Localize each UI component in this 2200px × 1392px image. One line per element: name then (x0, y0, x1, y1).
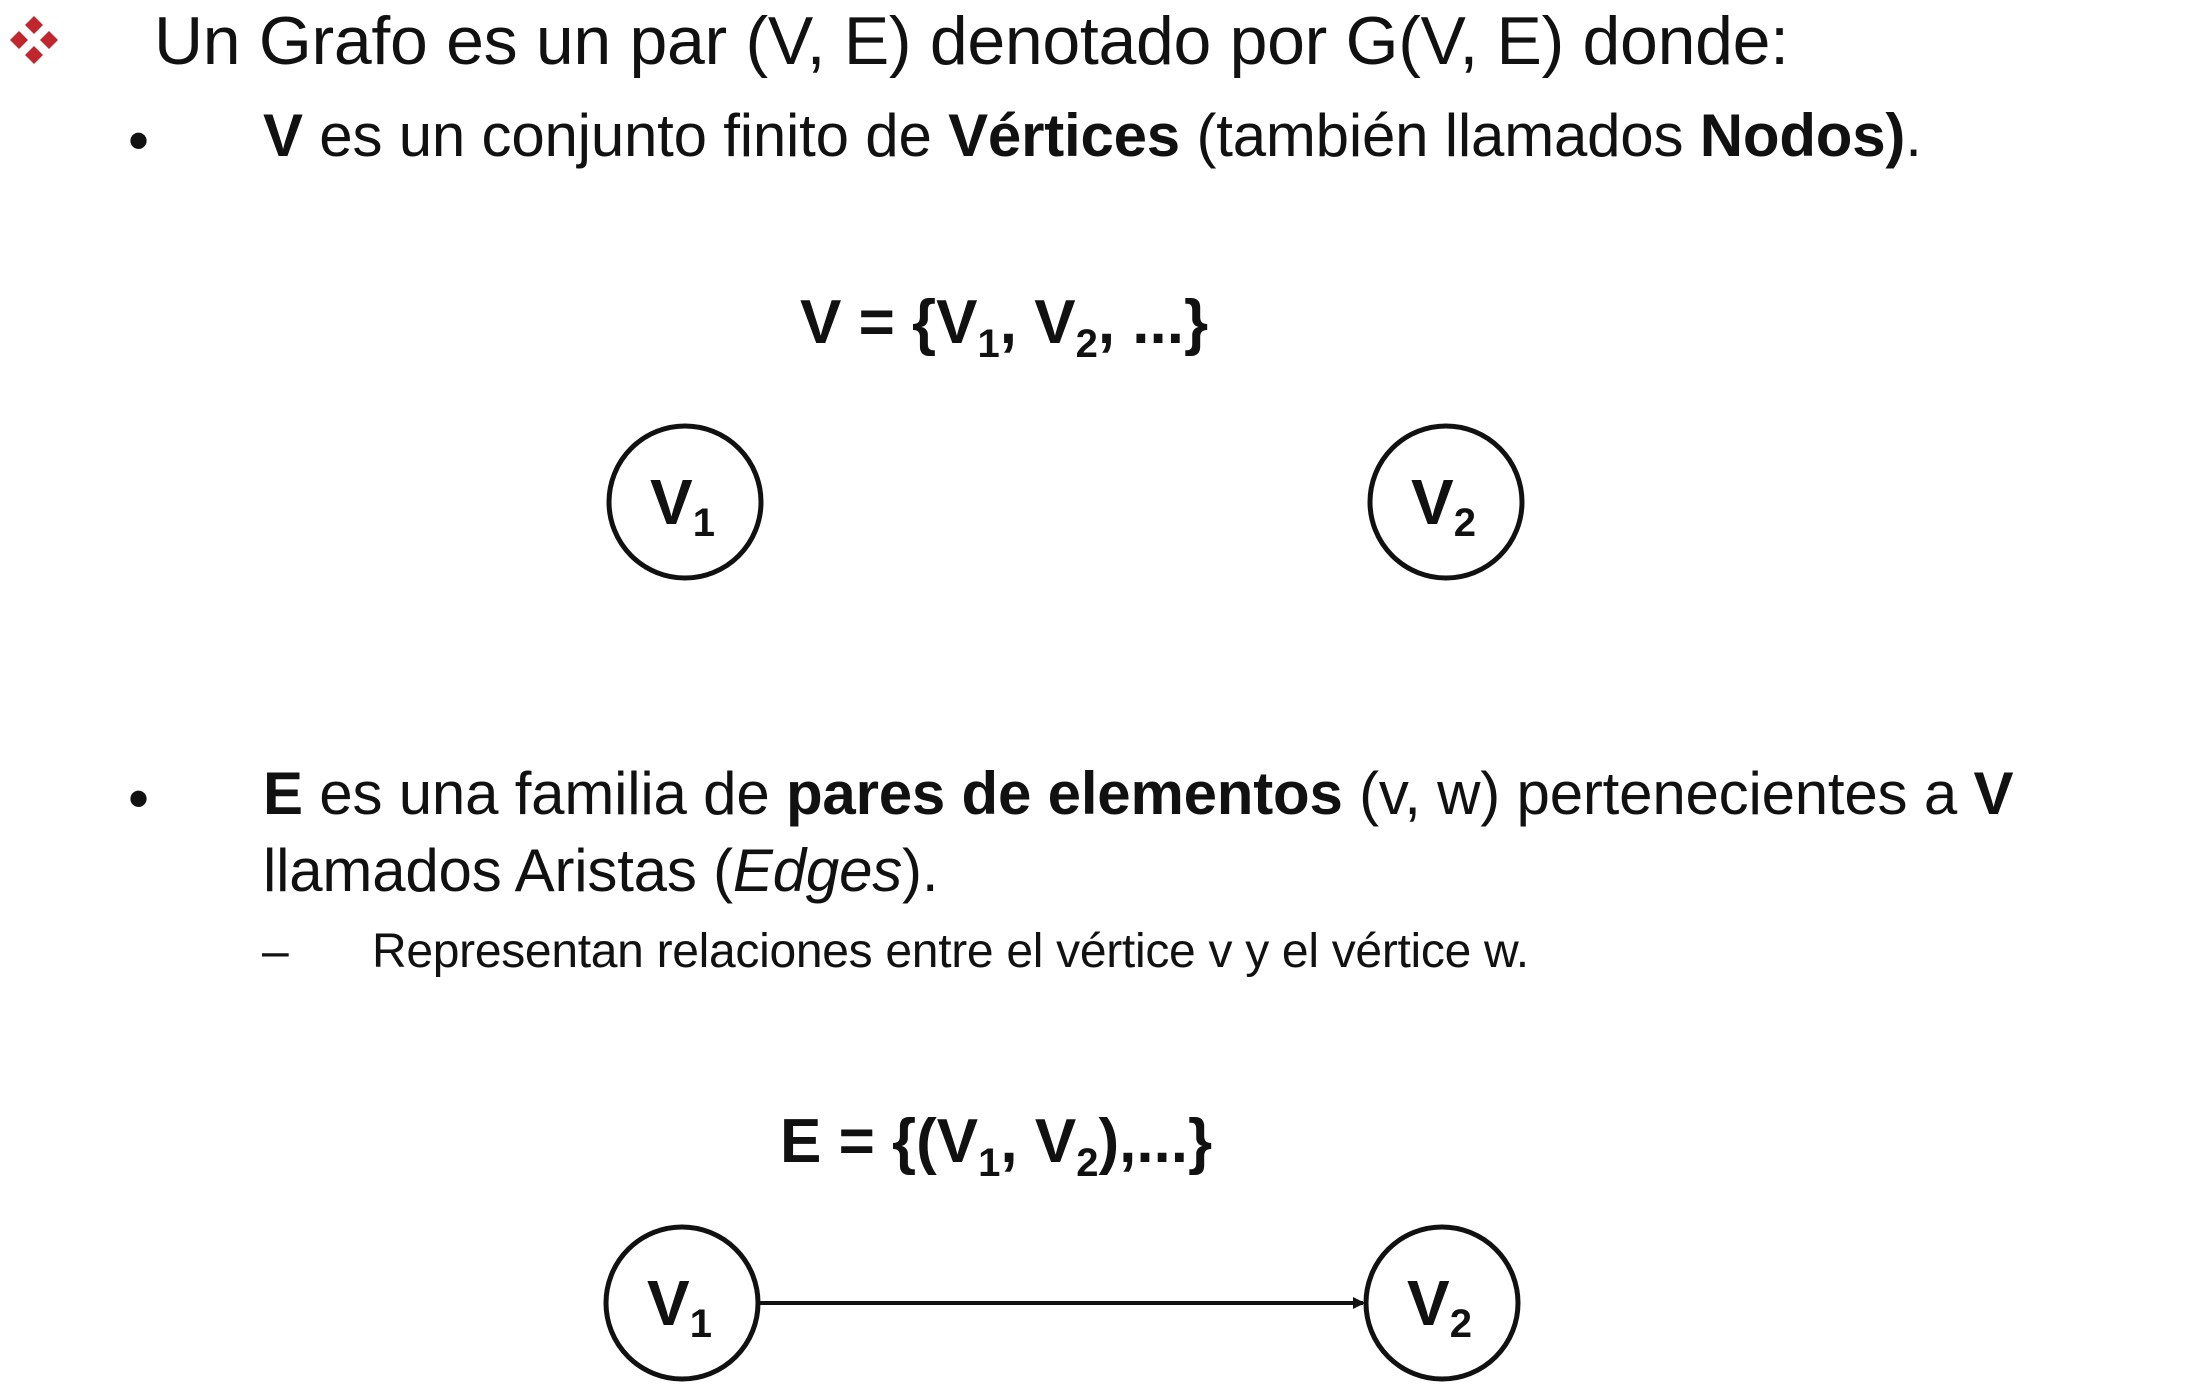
vertices-definition: V es un conjunto finito de Vértices (también llamados Nodos). (263, 102, 1922, 169)
edges-definition-continued: llamados Aristas (Edges). (263, 837, 939, 904)
term-v: V (263, 102, 303, 169)
vertex-node-v1 (609, 426, 761, 578)
vertex-node-v2 (1370, 426, 1522, 578)
edge-node-v1 (606, 1227, 758, 1379)
svg-text:V2: V2 (1411, 466, 1476, 545)
edge-relation-note: Representan relaciones entre el vértice v y el vértice w. (372, 925, 1529, 978)
bullet-point: • (128, 107, 150, 174)
term-edges: Edges (732, 837, 903, 904)
svg-text:V1: V1 (647, 1267, 712, 1346)
svg-text:V1: V1 (650, 466, 715, 545)
edge-set-formula: $E = \{(V_1$, $V_2$),...} (780, 1107, 1213, 1185)
bullet-point: • (128, 765, 150, 832)
term-vertices: Vértices (948, 102, 1180, 169)
edge-node-v2 (1366, 1227, 1518, 1379)
heading: Un Grafo es un par (V, E) denotado por G(V, E) donde: (154, 3, 1789, 79)
term-nodos: Nodos) (1699, 102, 1906, 169)
edges-definition: E es una familia de pares de elementos (v, w) pertenecientes a V (263, 760, 2014, 827)
svg-text:V2: V2 (1407, 1267, 1472, 1346)
dash-bullet: – (262, 925, 289, 978)
term-pares: pares de elementos (785, 760, 1343, 827)
vertex-set-formula: $V = \{V_1$, $V_2$, ...} (800, 288, 1209, 366)
term-e: E (263, 760, 303, 827)
term-v-set: V (1973, 760, 2014, 827)
